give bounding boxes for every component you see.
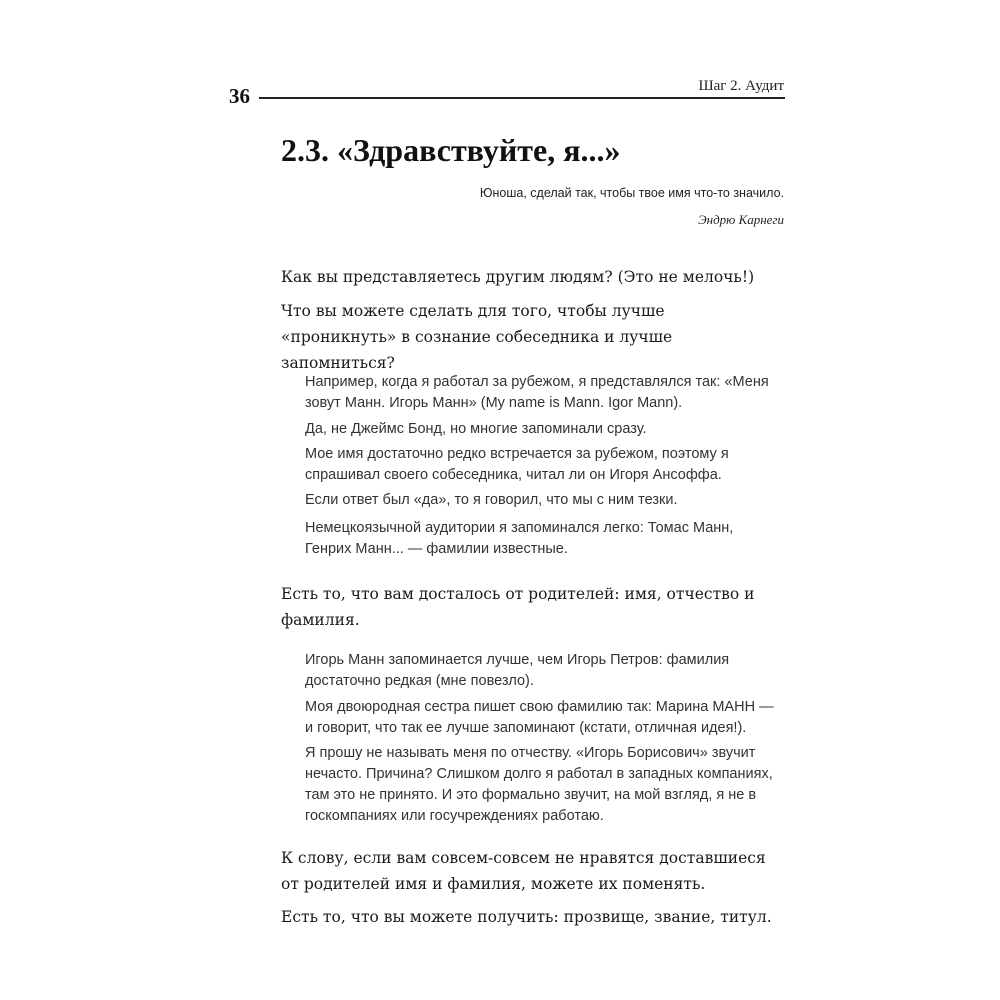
epigraph	[420, 186, 784, 228]
running-head: Шаг 2. Аудит	[698, 78, 784, 94]
example-paragraph-3: Мое имя достаточно редко встречается за рубежом, поэтому я спрашивал своего собеседника, читал ли он Игоря Ансоффа.	[305, 446, 729, 483]
example-paragraph-7: Моя двоюродная сестра пишет свою фамилию так: Марина МАНН — и говорит, что так ее лучше запоминают (кстати, отличная идея!).	[305, 699, 774, 736]
example-paragraph-5: Немецкоязычной аудитории я запоминался легко: Томас Манн, Генрих Манн... — фамилии известные.	[305, 520, 734, 557]
example-paragraph-1: Например, когда я работал за рубежом, я представлялся так: «Меня зовут Манн. Игорь Манн» (My name is Mann. Igor Mann).	[305, 374, 769, 411]
lead-paragraph-3: Есть то, что вам досталось от родителей: имя, отчество и фамилия.	[281, 585, 755, 629]
header-rule	[259, 97, 785, 99]
example-paragraph-2: Да, не Джеймс Бонд, но многие запоминали сразу.	[305, 421, 647, 437]
epigraph-author: Эндрю Карнеги	[698, 212, 784, 227]
epigraph-quote: Юноша, сделай так, чтобы твое имя что-то значило.	[479, 186, 784, 200]
example-paragraph-4: Если ответ был «да», то я говорил, что мы с ним тезки.	[305, 492, 678, 508]
page-number: 36	[229, 84, 250, 108]
example-paragraph-8: Я прошу не называть меня по отчеству. «Игорь Борисович» звучит нечасто. Причина? Слишком долго я работал в западных компаниях, там это не принято. И это формально звучит, на мой взгляд, я не в госкомпаниях или госучреждениях работаю.	[305, 745, 773, 824]
lead-paragraph-4: К слову, если вам совсем-совсем не нравятся доставшиеся от родителей имя и фамилия, можете их поменять.	[281, 849, 766, 893]
lead-paragraph-5: Есть то, что вы можете получить: прозвище, звание, титул.	[281, 908, 772, 926]
example-paragraph-6: Игорь Манн запоминается лучше, чем Игорь Петров: фамилия достаточно редкая (мне повезло).	[305, 652, 730, 689]
lead-paragraph-1: Как вы представляетесь другим людям? (Это не мелочь!)	[281, 268, 755, 286]
lead-paragraph-2: Что вы можете сделать для того, чтобы лучше «проникнуть» в сознание собеседника и лучше запомниться?	[281, 302, 673, 372]
chapter-title: 2.3. «Здравствуйте, я...»	[281, 132, 621, 168]
